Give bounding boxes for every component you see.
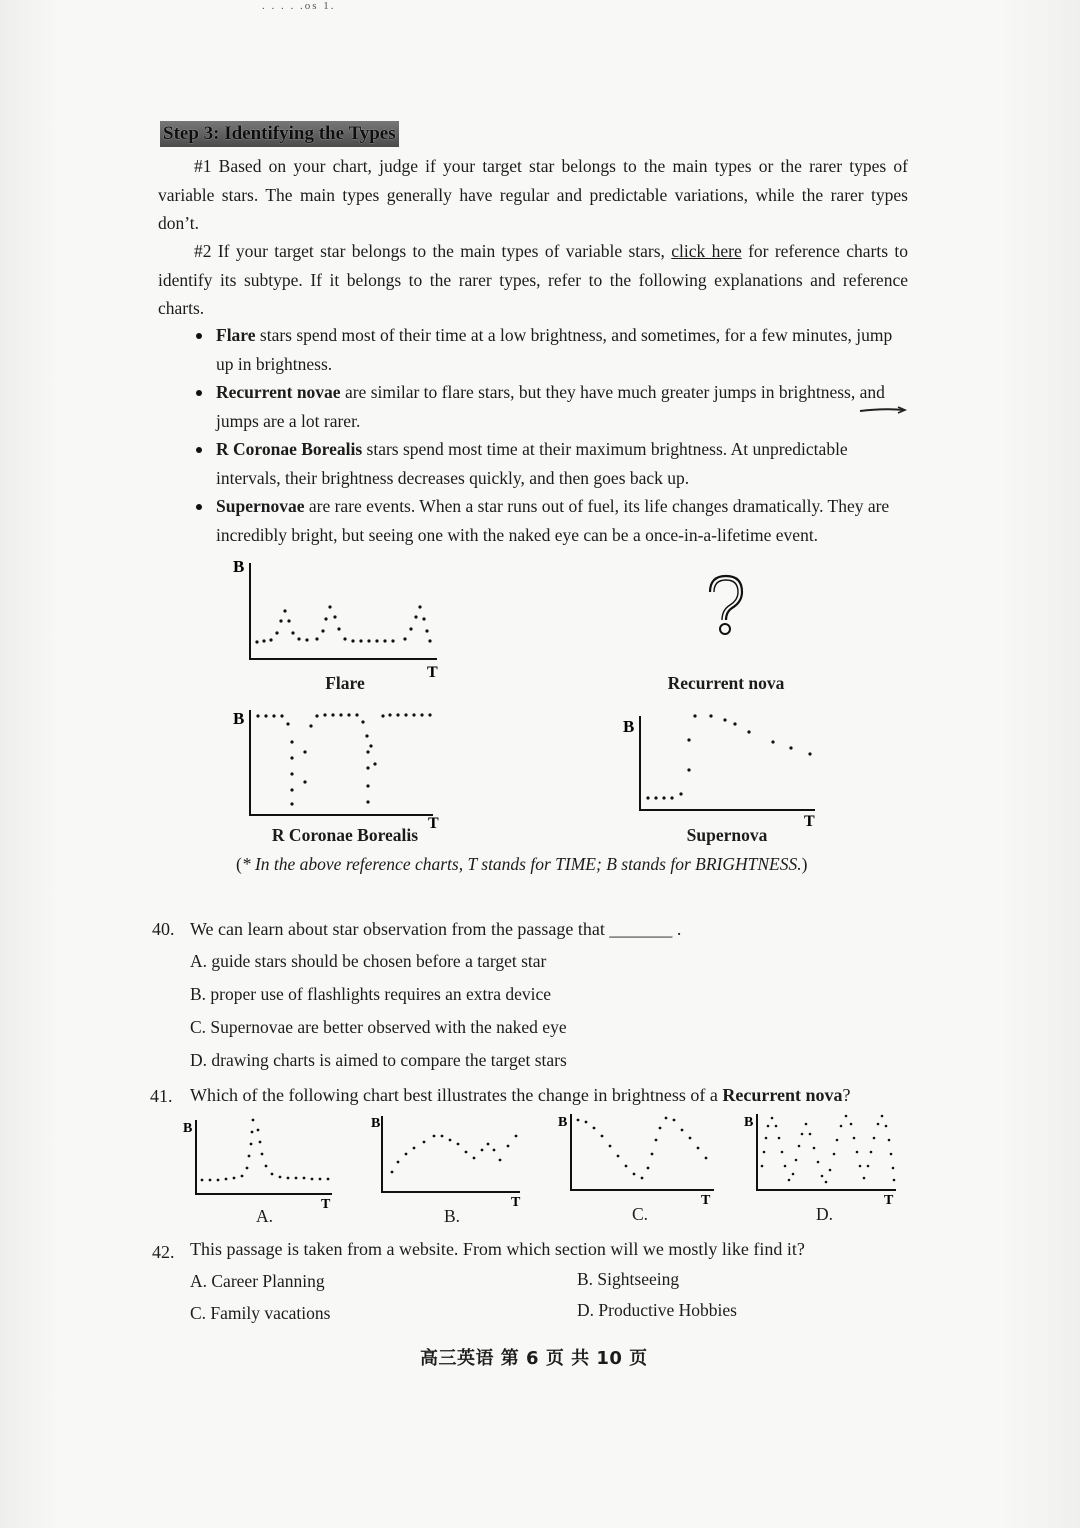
q41-stem-bold: Recurrent nova [722, 1085, 843, 1105]
rcb-axis-b: B [233, 709, 245, 728]
desc-r-coronae: stars spend most time at their maximum brightness. At unpredictable intervals, their brightness decreases quickly, and then goes back up. [216, 439, 848, 488]
r-coronae-chart-label: R Coronae Borealis [271, 825, 419, 845]
q41-number: 41. [150, 1086, 173, 1106]
term-flare: Flare [216, 325, 256, 345]
q41-stem-end: ? [842, 1085, 851, 1105]
page-footer: 高三英语 第 6 页 共 10 页 [420, 1348, 648, 1369]
q41a-axis-t: T [321, 1197, 331, 1210]
q42-option-b[interactable]: B. Sightseeing [577, 1269, 680, 1289]
q40-number: 40. [152, 919, 175, 939]
q41d-axis-b: B [744, 1115, 754, 1130]
supernova-chart-label: Supernova [686, 825, 768, 845]
recurrent-nova-question-icon [700, 570, 752, 642]
q41d-axis-t: T [884, 1193, 894, 1208]
q41a-axis-b: B [183, 1121, 193, 1136]
q41-chart-b[interactable] [368, 1110, 528, 1210]
q42-option-d[interactable]: D. Productive Hobbies [577, 1300, 737, 1320]
chart-note-text: * In the above reference charts, T stands for TIME; B stands for BRIGHTNESS. [241, 854, 802, 874]
q42-number: 42. [152, 1242, 175, 1262]
q40-stem: We can learn about star observation from the passage that _______ . [190, 919, 682, 939]
q42-stem: This passage is taken from a website. From which section will we mostly like find it? [190, 1239, 805, 1259]
q40-option-b[interactable]: B. proper use of flashlights requires an extra device [190, 984, 552, 1004]
q41-option-a-label[interactable]: A. [256, 1206, 274, 1226]
q40-option-d[interactable]: D. drawing charts is aimed to compare the target stars [190, 1050, 567, 1070]
paragraph-2-text-before: #2 If your target star belongs to the main types of variable stars, [194, 241, 672, 261]
q40-option-c[interactable]: C. Supernovae are better observed with the naked eye [190, 1017, 567, 1037]
supernova-chart [615, 702, 825, 832]
paragraph-2-text-after: for reference charts to identify its subtype. If it belongs to the rarer types, refer to the following explanations and reference charts. [158, 241, 908, 318]
term-supernovae: Supernovae [216, 496, 305, 516]
list-item-flare [196, 321, 910, 378]
q41-stem [190, 1083, 851, 1107]
q42-option-a[interactable]: A. Career Planning [190, 1271, 325, 1291]
step-heading: Step 3: Identifying the Types [160, 121, 399, 147]
star-type-list [196, 321, 910, 549]
flare-chart-label: Flare [325, 673, 365, 693]
q41b-axis-b: B [371, 1116, 381, 1131]
handwritten-arrow-mark [858, 405, 908, 417]
term-r-coronae: R Coronae Borealis [216, 439, 363, 459]
desc-flare: stars spend most of their time at a low brightness, and sometimes, for a few minutes, jump up in brightness. [216, 325, 893, 374]
flare-axis-t: T [427, 664, 438, 681]
chart-note: (* In the above reference charts, T stands for TIME; B stands for BRIGHTNESS.) [236, 854, 808, 874]
sn-dots [646, 714, 811, 799]
flare-dots [255, 605, 431, 643]
desc-supernovae: are rare events. When a star runs out of fuel, its life changes dramatically. They are incredibly bright, but seeing one with the naked eye can be a once-in-a-lifetime event. [216, 496, 890, 545]
recurrent-nova-chart-label: Recurrent nova [667, 673, 785, 693]
q41-chart-c[interactable] [556, 1108, 721, 1208]
q41-option-c-label[interactable]: C. [632, 1204, 649, 1224]
q41c-axis-b: B [558, 1115, 568, 1130]
paragraph-1-text: #1 Based on your chart, judge if your target star belongs to the main types or the rarer types of variable stars. The main types generally have regular and predictable variations, while the rarer types don’t. [158, 156, 908, 233]
desc-recurrent-novae: are similar to flare stars, but they have much greater jumps in brightness, and jumps are a lot rarer. [216, 382, 885, 431]
click-here-link[interactable]: click here [671, 241, 742, 261]
list-item-supernovae [196, 492, 910, 549]
sn-axis-t: T [804, 813, 815, 830]
sn-axis-b: B [623, 717, 635, 736]
top-cutoff-text: . . . . .os 1. [262, 0, 336, 12]
q41-chart-a[interactable] [180, 1110, 340, 1210]
list-item-recurrent-novae [196, 378, 910, 435]
list-item-r-coronae [196, 435, 910, 492]
q41c-axis-t: T [701, 1193, 711, 1208]
rcb-axis-t: T [428, 815, 439, 830]
paragraph-2 [158, 237, 908, 323]
q41-option-b-label[interactable]: B. [444, 1206, 461, 1226]
q41-option-d-label[interactable]: D. [816, 1204, 834, 1224]
q41b-axis-t: T [511, 1195, 521, 1210]
q40-option-a[interactable]: A. guide stars should be chosen before a target star [190, 951, 547, 971]
r-coronae-chart [225, 700, 455, 830]
paragraph-1 [158, 152, 908, 238]
q41-stem-text: Which of the following chart best illustrates the change in brightness of a [190, 1085, 723, 1105]
flare-axis-b: B [233, 557, 245, 576]
q41-chart-d[interactable] [738, 1108, 903, 1208]
rcb-dots [256, 713, 431, 805]
term-recurrent-novae: Recurrent novae [216, 382, 341, 402]
q42-option-c[interactable]: C. Family vacations [190, 1303, 331, 1323]
